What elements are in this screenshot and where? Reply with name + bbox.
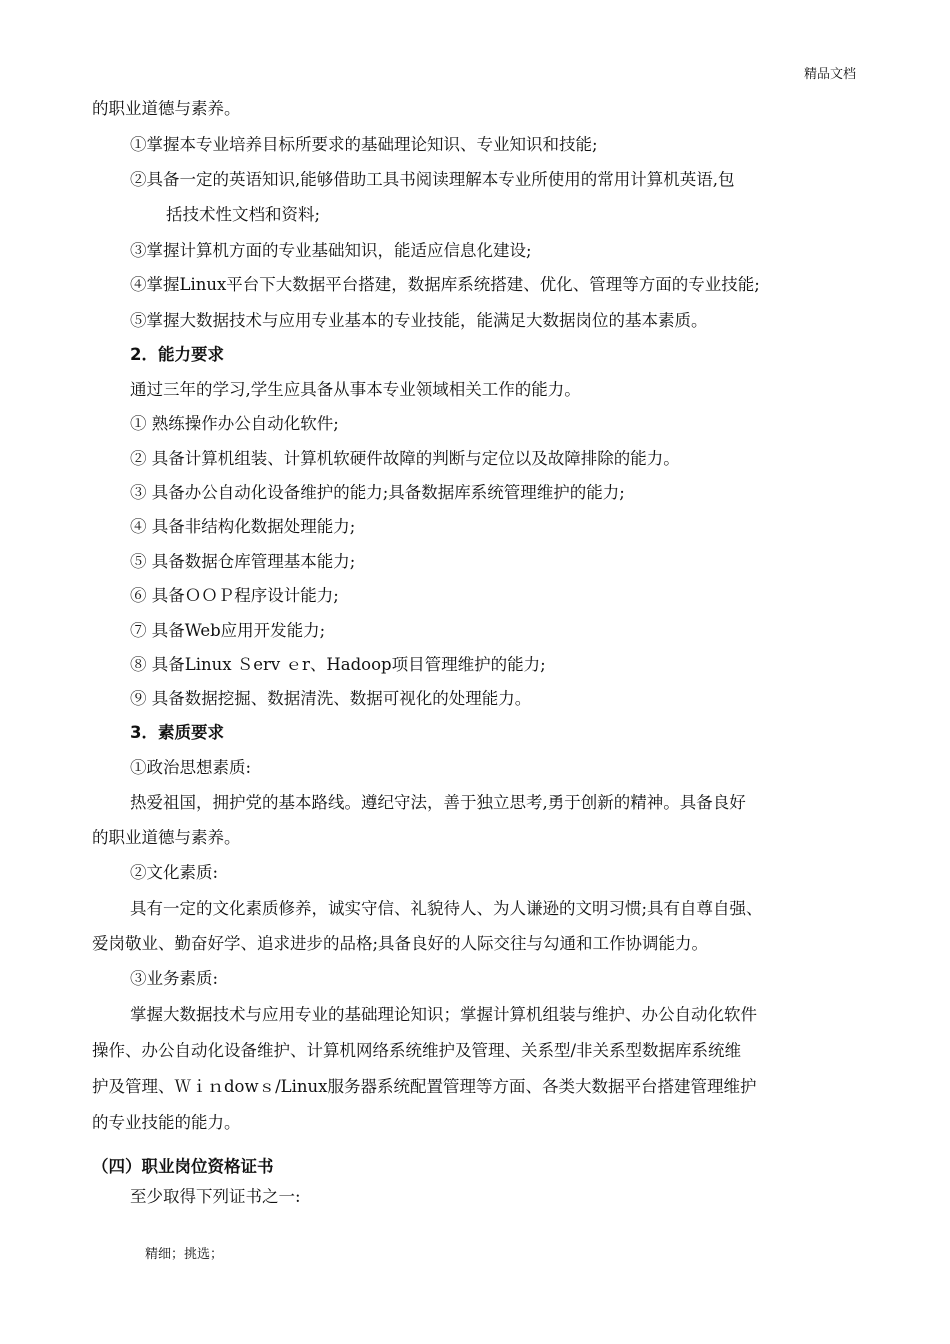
body-line: ② 具备计算机组装、计算机软硬件故障的判断与定位以及故障排除的能力。 [130, 449, 680, 468]
body-line: 操作、办公自动化设备维护、计算机网络系统维护及管理、关系型/非关系型数据库系统维 [92, 1041, 742, 1060]
body-line: ①政治思想素质: [130, 758, 252, 777]
body-line: 护及管理、Ｗｉｎdowｓ/Linux服务器系统配置管理等方面、各类大数据平台搭建管理维护 [92, 1077, 757, 1096]
body-line: 通过三年的学习,学生应具备从事本专业领域相关工作的能力。 [130, 380, 581, 399]
body-line: ④ 具备非结构化数据处理能力; [130, 517, 356, 536]
body-line: ⑧ 具备Linux Ｓerv ｅr、Hadoop项目管理维护的能力; [130, 655, 546, 674]
body-line: ⑤掌握大数据技术与应用专业基本的专业技能，能满足大数据岗位的基本素质。 [130, 311, 708, 330]
section-heading: 3．素质要求 [130, 723, 224, 742]
body-line: ④掌握Linux平台下大数据平台搭建，数据库系统搭建、优化、管理等方面的专业技能; [130, 275, 760, 294]
body-line: 热爱祖国，拥护党的基本路线。遵纪守法，善于独立思考,勇于创新的精神。具备良好 [130, 793, 746, 812]
body-line: 的专业技能的能力。 [92, 1113, 241, 1132]
body-line: 括技术性文档和资料; [166, 205, 321, 224]
page-header: 精品文档 [804, 67, 857, 82]
body-line: 至少取得下列证书之一: [130, 1187, 301, 1206]
body-line: 的职业道德与素养。 [92, 99, 241, 118]
body-line: ②文化素质: [130, 863, 219, 882]
body-line: ⑤ 具备数据仓库管理基本能力; [130, 552, 356, 571]
body-line: 爱岗敬业、勤奋好学、追求进步的品格;具备良好的人际交往与勾通和工作协调能力。 [92, 934, 709, 953]
body-line: ③ 具备办公自动化设备维护的能力;具备数据库系统管理维护的能力; [130, 483, 625, 502]
body-line: ⑦ 具备Web应用开发能力; [130, 621, 326, 640]
body-line: ③掌握计算机方面的专业基础知识，能适应信息化建设; [130, 241, 532, 260]
page-footer: 精细；挑选； [145, 1247, 224, 1262]
body-line: 的职业道德与素养。 [92, 828, 241, 847]
body-line: ⑨ 具备数据挖掘、数据清洗、数据可视化的处理能力。 [130, 689, 532, 708]
body-line: 具有一定的文化素质修养，诚实守信、礼貌待人、为人谦逊的文明习惯;具有自尊自强、 [130, 899, 763, 918]
body-line: 掌握大数据技术与应用专业的基础理论知识；掌握计算机组装与维护、办公自动化软件 [130, 1005, 757, 1024]
body-line: ① 熟练操作办公自动化软件; [130, 414, 339, 433]
body-line: ⑥ 具备ＯＯＰ程序设计能力; [130, 586, 339, 605]
body-line: ②具备一定的英语知识,能够借助工具书阅读理解本专业所使用的常用计算机英语,包 [130, 170, 735, 189]
section-heading: 2．能力要求 [130, 345, 224, 364]
body-line: ①掌握本专业培养目标所要求的基础理论知识、专业知识和技能; [130, 135, 598, 154]
body-line: ③业务素质: [130, 969, 219, 988]
section-heading: （四）职业岗位资格证书 [92, 1157, 274, 1176]
